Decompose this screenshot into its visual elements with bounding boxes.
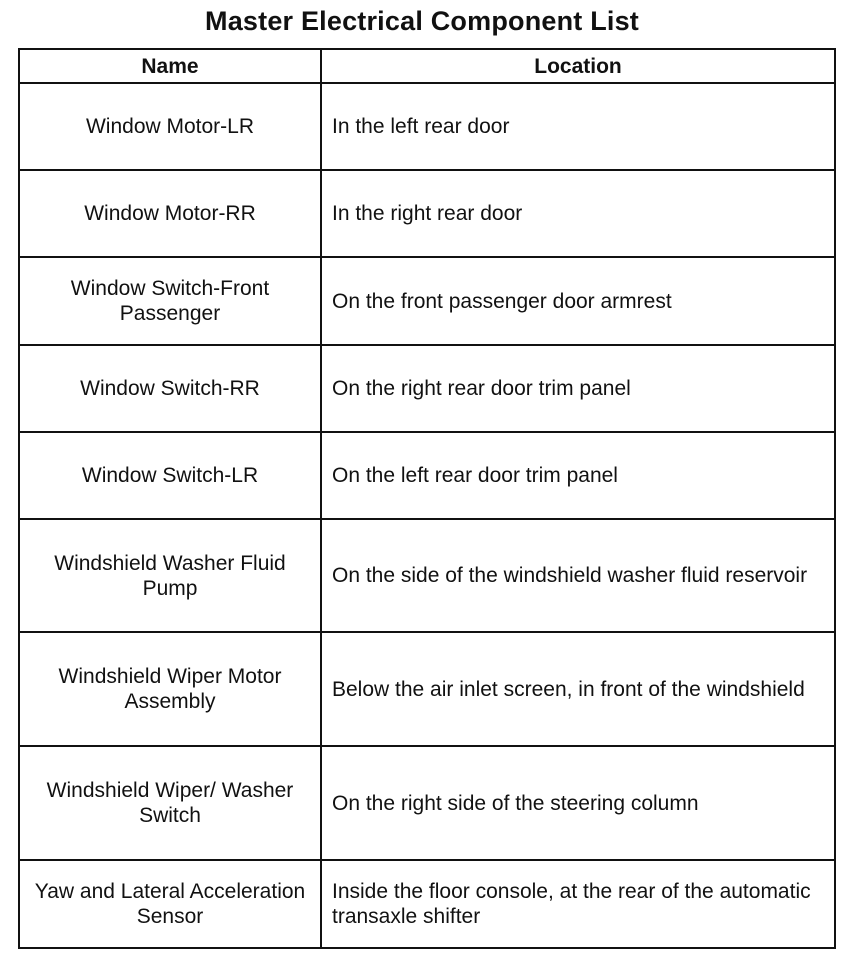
column-header-name: Name <box>19 49 321 83</box>
component-location: On the front passenger door armrest <box>321 257 835 345</box>
component-location: On the right side of the steering column <box>321 746 835 860</box>
table-row <box>19 632 835 746</box>
component-location: On the left rear door trim panel <box>321 432 835 519</box>
table-row <box>19 746 835 860</box>
column-header-location: Location <box>321 49 835 83</box>
component-name: Window Switch-RR <box>19 345 321 432</box>
table-row <box>19 257 835 345</box>
component-location: Below the air inlet screen, in front of the windshield <box>321 632 835 746</box>
component-location: On the right rear door trim panel <box>321 345 835 432</box>
table-row <box>19 860 835 948</box>
component-name: Windshield Washer Fluid Pump <box>19 519 321 632</box>
component-name: Yaw and Lateral Acceleration Sensor <box>19 860 321 948</box>
table-row <box>19 519 835 632</box>
component-location: Inside the floor console, at the rear of the automatic transaxle shifter <box>321 860 835 948</box>
component-table <box>18 48 836 949</box>
component-name: Window Switch-Front Passenger <box>19 257 321 345</box>
component-name: Window Motor-RR <box>19 170 321 257</box>
table-header-row <box>19 49 835 83</box>
component-location: In the left rear door <box>321 83 835 170</box>
table-row <box>19 345 835 432</box>
component-name: Window Switch-LR <box>19 432 321 519</box>
component-location: On the side of the windshield washer fluid reservoir <box>321 519 835 632</box>
table-row <box>19 170 835 257</box>
component-location: In the right rear door <box>321 170 835 257</box>
table-row <box>19 83 835 170</box>
component-name: Windshield Wiper/ Washer Switch <box>19 746 321 860</box>
component-name: Windshield Wiper Motor Assembly <box>19 632 321 746</box>
component-name: Window Motor-LR <box>19 83 321 170</box>
table-row <box>19 432 835 519</box>
page-title: Master Electrical Component List <box>205 6 639 36</box>
